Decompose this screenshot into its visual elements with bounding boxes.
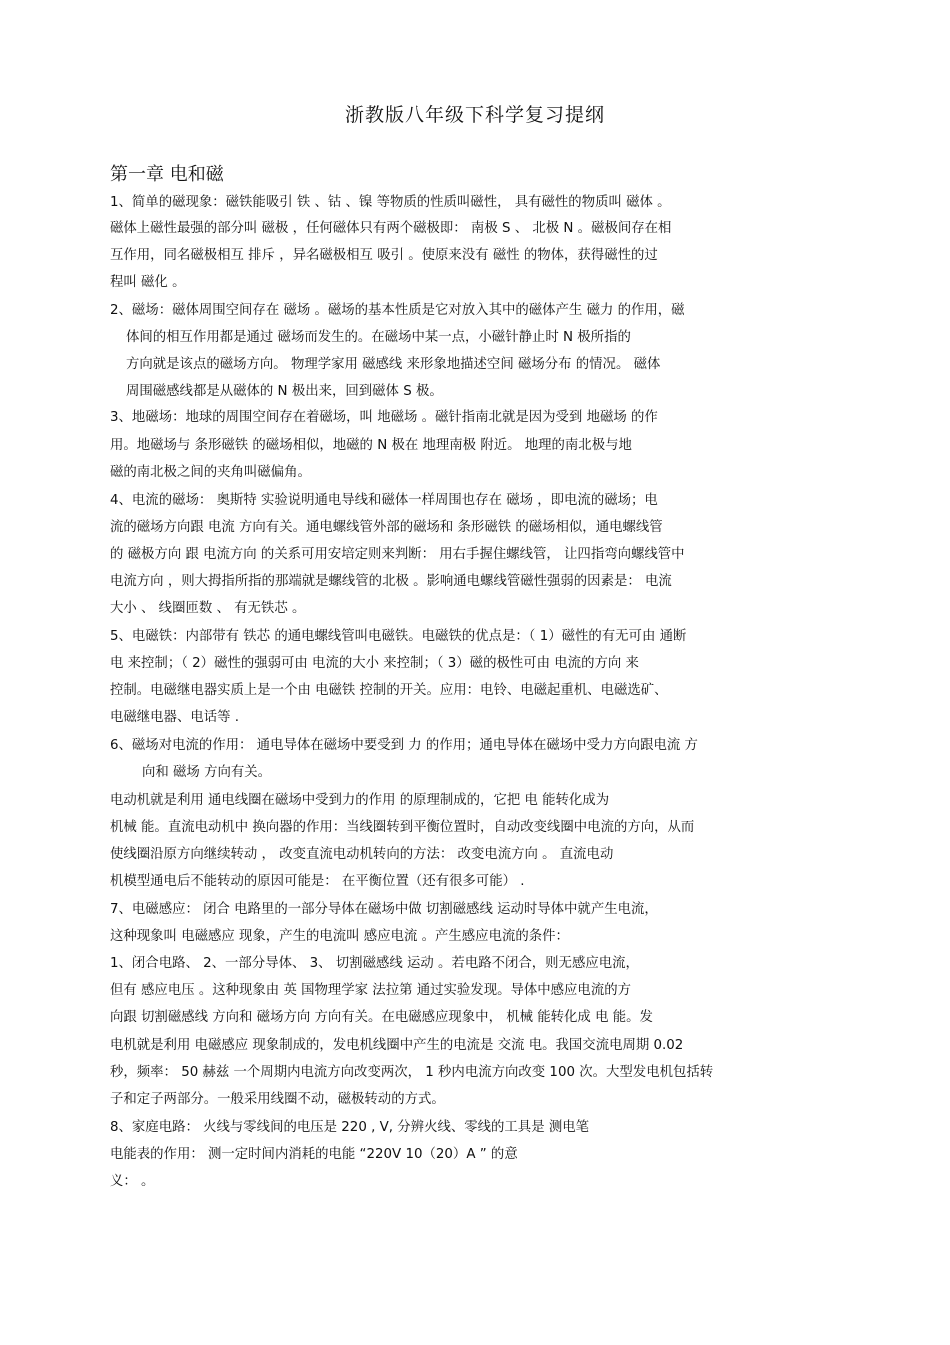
body-text-line: 7、电磁感应： 闭合 电路里的一部分导体在磁场中做 切割磁感线 运动时导体中就产生电流， [110, 902, 658, 917]
body-text-line: 义： 。 [110, 1174, 155, 1189]
body-text-line: 4、电流的磁场： 奥斯特 实验说明通电导线和磁体一样周围也存在 磁场 ，即电流的磁场；电 [110, 493, 658, 508]
body-text-line: 程叫 磁化 。 [110, 275, 186, 290]
body-text-line: 1、闭合电路、 2、一部分导体、 3、 切割磁感线 运动 。若电路不闭合，则无感应电流， [110, 956, 639, 971]
body-text-line: 磁体上磁性最强的部分叫 磁极 ，任何磁体只有两个磁极即： 南极 S 、 北极 N 。磁极间存在相 [110, 221, 672, 236]
body-text-line: 向和 磁场 方向有关。 [142, 765, 272, 780]
body-text-line: 机模型通电后不能转动的原因可能是： 在平衡位置（还有很多可能） . [110, 874, 525, 889]
body-text-line: 这种现象叫 电磁感应 现象，产生的电流叫 感应电流 。产生感应电流的条件： [110, 929, 569, 944]
body-text-line: 的 磁极方向 跟 电流方向 的关系可用安培定则来判断： 用右手握住螺线管， 让四指弯向螺线管中 [110, 547, 685, 562]
body-text-line: 2、磁场：磁体周围空间存在 磁场 。磁场的基本性质是它对放入其中的磁体产生 磁力 的作用，磁 [110, 303, 685, 318]
page-title: 浙教版八年级下科学复习提纲 [344, 104, 605, 126]
body-text-line: 电流方向 ，则大拇指所指的那端就是螺线管的北极 。影响通电螺线管磁性强弱的因素是： 电流 [110, 574, 672, 589]
body-text-line: 用。地磁场与 条形磁铁 的磁场相似，地磁的 N 极在 地理南极 附近。 地理的南北极与地 [110, 438, 632, 453]
body-text-line: 周围磁感线都是从磁体的 N 极出来，回到磁体 S 极。 [126, 384, 443, 399]
body-text-line: 使线圈沿原方向继续转动 ， 改变直流电动机转向的方法： 改变电流方向 。 直流电动 [110, 847, 614, 862]
body-text-line: 电磁继电器、电话等 . [110, 710, 240, 725]
body-text-line: 电机就是利用 电磁感应 现象制成的，发电机线圈中产生的电流是 交流 电。我国交流电周期 0.02 [110, 1038, 684, 1053]
body-text-line: 体间的相互作用都是通过 磁场而发生的。在磁场中某一点，小磁针静止时 N 极所指的 [126, 330, 631, 345]
body-text-line: 磁的南北极之间的夹角叫磁偏角。 [110, 465, 311, 480]
body-text-line: 方向就是该点的磁场方向。 物理学家用 磁感线 来形象地描述空间 磁场分布 的情况。 磁体 [126, 357, 661, 372]
body-text-line: 机械 能。直流电动机中 换向器的作用：当线圈转到平衡位置时，自动改变线圈中电流的方向，从而 [110, 820, 695, 835]
body-text-line: 控制。电磁继电器实质上是一个由 电磁铁 控制的开关。应用：电铃、电磁起重机、电磁选矿、 [110, 683, 668, 698]
body-text-line: 3、地磁场：地球的周围空间存在着磁场，叫 地磁场 。磁针指南北就是因为受到 地磁场 的作 [110, 410, 658, 425]
body-text-line: 向跟 切割磁感线 方向和 磁场方向 方向有关。在电磁感应现象中， 机械 能转化成 电 能。发 [110, 1010, 653, 1025]
body-text-line: 电 来控制；（ 2）磁性的强弱可由 电流的大小 来控制；（ 3）磁的极性可由 电流的方向 来 [110, 656, 639, 671]
body-text-line: 电能表的作用： 测一定时间内消耗的电能 “220V 10（20）A ” 的意 [110, 1147, 518, 1162]
body-text-line: 流的磁场方向跟 电流 方向有关。通电螺线管外部的磁场和 条形磁铁 的磁场相似，通电螺线管 [110, 520, 663, 535]
body-text-line: 互作用，同名磁极相互 排斥 ，异名磁极相互 吸引 。使原来没有 磁性 的物体，获得磁性的过 [110, 248, 658, 263]
body-text-line: 电动机就是利用 通电线圈在磁场中受到力的作用 的原理制成的，它把 电 能转化成为 [110, 793, 610, 808]
body-text-line: 秒，频率： 50 赫兹 一个周期内电流方向改变两次， 1 秒内电流方向改变 100 次。大型发电机包括转 [110, 1065, 714, 1080]
body-text-line: 8、家庭电路： 火线与零线间的电压是 220 , V, 分辨火线、零线的工具是 测电笔 [110, 1120, 590, 1135]
body-text-line: 但有 感应电压 。这种现象由 英 国物理学家 法拉第 通过实验发现。导体中感应电流的方 [110, 983, 631, 998]
body-text-line: 子和定子两部分。一般采用线圈不动，磁极转动的方式。 [110, 1092, 445, 1107]
chapter-heading: 第一章 电和磁 [110, 164, 224, 185]
body-text-line: 1、简单的磁现象：磁铁能吸引 铁 、钴 、镍 等物质的性质叫磁性， 具有磁性的物质叫 磁体 。 [110, 195, 671, 210]
body-text-line: 6、磁场对电流的作用： 通电导体在磁场中要受到 力 的作用；通电导体在磁场中受力方向跟电流 方 [110, 738, 698, 753]
body-text-line: 大小 、 线圈匝数 、 有无铁芯 。 [110, 601, 306, 616]
body-text-line: 5、电磁铁：内部带有 铁芯 的通电螺线管叫电磁铁。电磁铁的优点是：（ 1）磁性的有无可由 通断 [110, 629, 687, 644]
